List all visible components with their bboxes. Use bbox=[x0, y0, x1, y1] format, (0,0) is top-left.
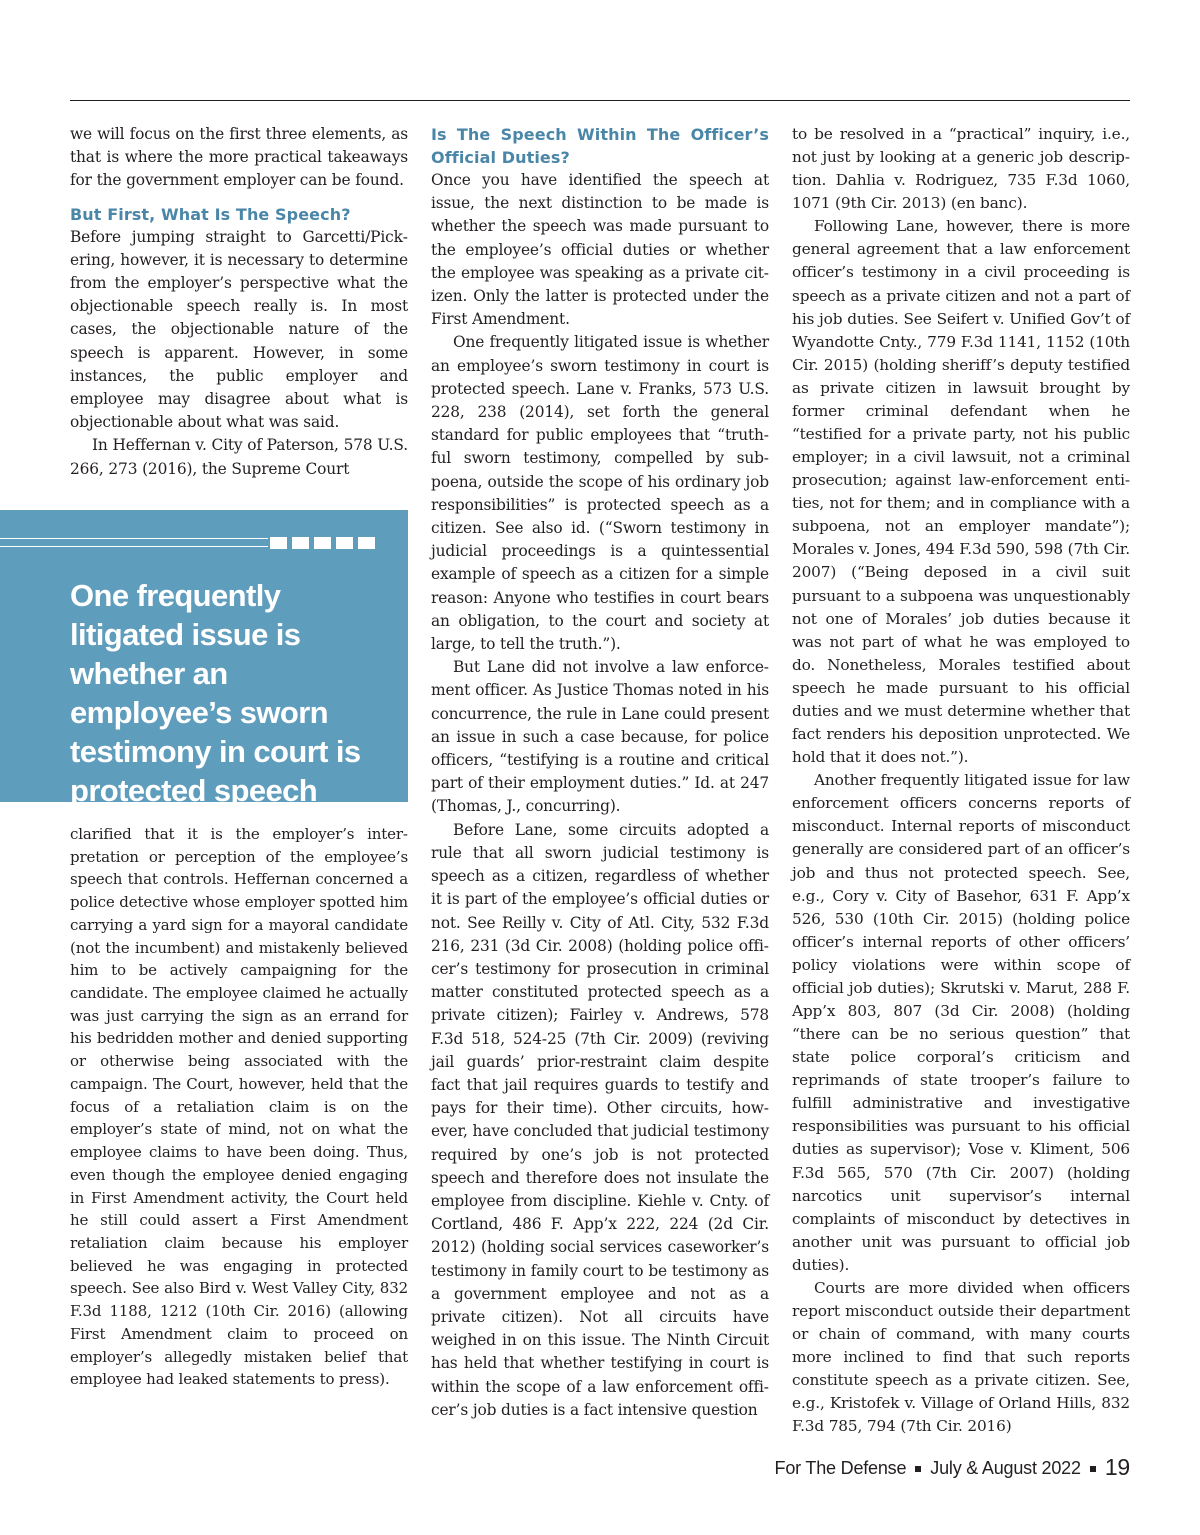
col3-paragraph-1: to be resolved in a “practical” inquiry, i.e., not just by looking at a generic job description. Dahlia v. Rodriguez, 735 F.3d 1060, 1071 (9th Cir. 2013) (en banc). bbox=[792, 125, 1130, 213]
col2-paragraph-2: One frequently litigated issue is whether an employee’s sworn testimony in court is protected speech. Lane v. Franks, 573 U.S. 228, 238 (2014), set forth the general standard for public employees that “truthful sworn testimony, compelled by subpoena, outside the scope of his ordinary job responsibilities” is protected speech as a citizen. See also id. (“Sworn testimony in judicial proceedings is a quintessential example of speech as a citizen for a simple reason: Anyone who testifies in court bears an obligation, to the court and society at large, to tell the truth.”). bbox=[431, 333, 769, 654]
issue-date: July & August 2022 bbox=[930, 1458, 1081, 1478]
pull-quote-rule bbox=[0, 538, 268, 547]
publication-name: For The Defense bbox=[774, 1458, 907, 1478]
pull-quote-text: One frequently litigated issue is whether an employee’s sworn testimony in court is protected speech bbox=[70, 578, 361, 808]
pull-quote-ornament bbox=[270, 537, 375, 549]
page-footer bbox=[775, 1454, 1130, 1481]
col2-paragraph-3: But Lane did not involve a law enforcement officer. As Justice Thomas noted in his concurrence, the rule in Lane could present an issue in such a case because, for police officers, “testifying is a routine and critical part of their employment duties.” Id. at 247 (Thomas, J., concurring). bbox=[431, 658, 769, 816]
col1-intro: we will focus on the first three elements, as that is where the more practical takeaways for the government employer can be found. bbox=[70, 125, 408, 190]
col3-paragraph-2: Following Lane, however, there is more general agreement that a law enforcement officer’s testimony in a civil proceeding is speech as a private citizen and not a part of his job duties. See Seifert v. Unified Gov’t of Wyandotte Cnty., 779 F.3d 1141, 1152 (10th Cir. 2015) (holding sheriff’s deputy testified as private citizen in lawsuit brought by former criminal defendant when he “testified for a private party, not his public employer; in a civil lawsuit, not a criminal prosecution; against law-enforcement entities, not for them; and in compliance with a subpoena, not an employer mandate”); Morales v. Jones, 494 F.3d 590, 598 (7th Cir. 2007) (“Being deposed in a civil suit pursuant to a subpoena was unquestionably not one of Morales’ job duties because it was not part of what he was employed to do. Nonetheless, Morales testified about speech he made pursuant to his official duties and we must determine whether that fact renders his deposition unprotected. We hold that it does not.”). bbox=[792, 217, 1130, 767]
col1-paragraph-2: In Heffernan v. City of Paterson, 578 U.S. 266, 273 (2016), the Supreme Court bbox=[70, 436, 408, 478]
footer-bullet-icon bbox=[1090, 1466, 1096, 1472]
column-2 bbox=[431, 123, 769, 1422]
column-1-bottom bbox=[70, 823, 408, 1391]
col2-paragraph-4: Before Lane, some circuits adopted a rule that all sworn judicial testimony is speech as a citizen, regardless of whether it is part of the employee’s official duties or not. See Reilly v. City of Atl. City, 532 F.3d 216, 231 (3d Cir. 2008) (holding police officer’s testimony for prosecution in criminal matter constituted protected speech as a private citizen); Fairley v. Andrews, 578 F.3d 518, 524-25 (7th Cir. 2009) (reviving jail guards’ prior-restraint claim despite fact that jail requires guards to testify and pays for their time). Other circuits, however, have concluded that judicial testimony required by one’s job is not protected speech and therefore does not insulate the employee from discipline. Kiehle v. Cnty. of Cortland, 486 F. App’x 222, 224 (2d Cir. 2012) (holding social services caseworker’s testimony in family court to be testimony as a government employee and not as a private citizen). Not all circuits have weighed in on this issue. The Ninth Circuit has held that whether testifying in court is within the scope of a law enforcement officer’s job duties is a fact intensive question bbox=[431, 820, 769, 1419]
heading-official-duties: Is The Speech Within The Officer’s Official Duties? bbox=[431, 125, 769, 167]
heading-what-is-the-speech: But First, What Is The Speech? bbox=[70, 204, 351, 224]
pull-quote-box bbox=[0, 510, 408, 808]
column-3 bbox=[792, 123, 1130, 1438]
footer-bullet-icon bbox=[915, 1466, 921, 1472]
col1-paragraph-3: clarified that it is the employer’s interpretation or perception of the employee’s speech that controls. Heffernan concerned a police detective whose employer spotted him carrying a yard sign for a mayoral candidate (not the incumbent) and mistakenly believed him to be actively campaigning for the candidate. The employee claimed he actually was just carrying the sign as an errand for his bedridden mother and denied supporting or otherwise being associated with the campaign. The Court, however, held that the focus of a retaliation claim is on the employer’s state of mind, not on what the employee claims to have been doing. Thus, even though the employee denied engaging in First Amendment activity, the Court held he still could assert a First Amendment retaliation claim because his employer believed he was engaging in protected speech. See also Bird v. West Valley City, 832 F.3d 1188, 1212 (10th Cir. 2016) (allowing First Amendment claim to proceed on employer’s allegedly mistaken belief that employee had leaked statements to press). bbox=[70, 825, 408, 1389]
col1-paragraph-1: Before jumping straight to Garcetti/Pickering, however, it is necessary to determine from the employer’s perspective what the objectionable speech really is. In most cases, the objectionable nature of the speech is apparent. However, in some instances, the public employer and employee may disagree about what is objectionable about what was said. bbox=[70, 227, 408, 432]
column-1-top bbox=[70, 123, 408, 481]
header-rule bbox=[70, 100, 1130, 101]
col2-paragraph-1: Once you have identified the speech at issue, the next distinction to be made is whether the speech was made pursuant to the employee’s official duties or whether the employee was speaking as a private citizen. Only the latter is protected under the First Amendment. bbox=[431, 171, 769, 329]
col3-paragraph-4: Courts are more divided when officers report misconduct outside their department or chain of command, with many courts more inclined to find that such reports constitute speech as a private citizen. See, e.g., Kristofek v. Village of Orland Hills, 832 F.3d 785, 794 (7th Cir. 2016) bbox=[792, 1278, 1130, 1436]
col3-paragraph-3: Another frequently litigated issue for law enforcement officers concerns reports of misconduct. Internal reports of misconduct generally are considered part of an officer’s job and thus not protected speech. See, e.g., Cory v. City of Basehor, 631 F. App’x 526, 530 (10th Cir. 2015) (holding police officer’s internal reports of other officers’ policy violations were within scope of official job duties); Skrutski v. Marut, 288 F. App’x 803, 807 (3d Cir. 2008) (holding “there can be no serious question” that state police corporal’s criticism and reprimands of state trooper’s failure to fulfill administrative and investigative responsibilities was pursuant to his official duties as supervisor); Vose v. Kliment, 506 F.3d 565, 570 (7th Cir. 2007) (holding narcotics unit supervisor’s internal complaints of misconduct by detectives in another unit was pursuant to official job duties). bbox=[792, 771, 1130, 1274]
page-number: 19 bbox=[1104, 1454, 1130, 1480]
